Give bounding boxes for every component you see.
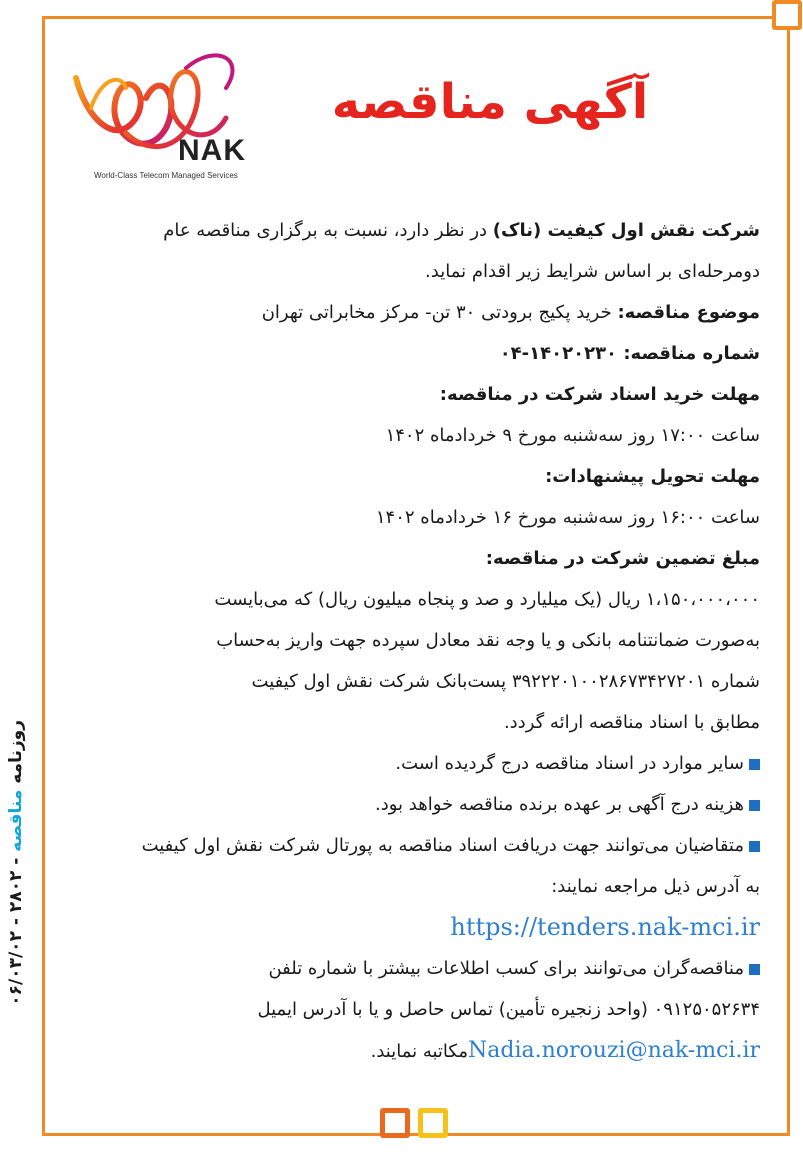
note-2 bbox=[70, 784, 760, 825]
delivery-deadline-value: ساعت ۱۶:۰۰ روز سه‌شنبه مورخ ۱۶ خردادماه ۱۴۰۲ bbox=[375, 507, 760, 528]
logo-brand-text: NAK bbox=[178, 134, 246, 167]
note-3-text: متقاضیان می‌توانند جهت دریافت اسناد مناقصه به پورتال شرکت نقش اول کیفیت bbox=[141, 835, 744, 856]
guarantee-label: مبلغ تضمین شرکت در مناقصه: bbox=[485, 548, 760, 569]
guarantee-line-2: به‌صورت ضمانتنامه بانکی و یا وجه نقد معادل سپرده جهت واریز به‌حساب bbox=[216, 630, 760, 651]
note-1 bbox=[70, 743, 760, 784]
note-1-text: سایر موارد در اسناد مناقصه درج گردیده است. bbox=[395, 753, 744, 774]
note-4-line-3 bbox=[70, 1030, 760, 1071]
purchase-deadline-value: ساعت ۱۷:۰۰ روز سه‌شنبه مورخ ۹ خردادماه ۱۴۰۲ bbox=[385, 425, 760, 446]
bullet-icon bbox=[749, 841, 760, 852]
notice-body bbox=[70, 210, 760, 1071]
email-link[interactable]: Nadia.norouzi@nak-mci.ir bbox=[468, 1038, 760, 1063]
note-4-ending: مکاتبه نمایند. bbox=[370, 1041, 468, 1062]
bullet-icon bbox=[749, 800, 760, 811]
bullet-icon bbox=[749, 759, 760, 770]
intro-line-2: دومرحله‌ای بر اساس شرایط زیر اقدام نماید. bbox=[425, 261, 760, 282]
page-title: آگهی مناقصه bbox=[331, 74, 649, 130]
note-2-text: هزینه درج آگهی بر عهده برنده مناقصه خواهد بود. bbox=[374, 794, 744, 815]
subject-value: خرید پکیج برودتی ۳۰ تن- مرکز مخابراتی تهران bbox=[261, 302, 618, 323]
number-label: شماره مناقصه: bbox=[623, 343, 760, 364]
bottom-squares-decoration bbox=[380, 1108, 448, 1138]
newspaper-name: روزنامه bbox=[6, 720, 26, 790]
tenders-url-link[interactable]: https://tenders.nak-mci.ir bbox=[450, 913, 760, 941]
number-line bbox=[70, 333, 760, 374]
number-value: ۱۴۰۲۰۲۳۰-۰۴ bbox=[499, 343, 624, 364]
newspaper-issue: - ۲۸۰۲ - ۰۶/۰۳/۰۲ bbox=[6, 851, 26, 1006]
bullet-icon bbox=[749, 964, 760, 975]
guarantee-line-4: مطابق با اسناد مناقصه ارائه گردد. bbox=[503, 712, 760, 733]
newspaper-brand: مناقصه bbox=[6, 789, 26, 852]
note-4 bbox=[70, 948, 760, 989]
newspaper-credit bbox=[6, 720, 40, 1006]
purchase-deadline-label: مهلت خرید اسناد شرکت در مناقصه: bbox=[439, 384, 760, 405]
guarantee-line-1: ۱،۱۵۰،۰۰۰،۰۰۰ ریال (یک میلیارد و صد و پنجاه میلیون ریال) که می‌بایست bbox=[214, 589, 760, 610]
intro-company: شرکت نقش اول کیفیت (ناک) bbox=[492, 220, 760, 241]
yellow-square bbox=[418, 1108, 448, 1138]
subject-label: موضوع مناقصه: bbox=[617, 302, 760, 323]
note-4-text: مناقصه‌گران می‌توانند برای کسب اطلاعات بیشتر با شماره تلفن bbox=[268, 958, 744, 979]
note-3 bbox=[70, 825, 760, 866]
logo-tagline: World-Class Telecom Managed Services bbox=[94, 171, 238, 180]
orange-square bbox=[380, 1108, 410, 1138]
intro-line-1 bbox=[70, 210, 760, 251]
corner-square-decoration bbox=[772, 0, 802, 30]
intro-rest: در نظر دارد، نسبت به برگزاری مناقصه عام bbox=[163, 220, 493, 241]
delivery-deadline-label: مهلت تحویل پیشنهادات: bbox=[545, 466, 760, 487]
guarantee-line-3: شماره ۳۹۲۲۲۰۱۰۰۲۸۶۷۳۴۲۷۲۰۱ پست‌بانک شرکت نقش اول کیفیت bbox=[251, 671, 760, 692]
note-4-line-2: ۰۹۱۲۵۰۵۲۶۳۴ (واحد زنجیره تأمین) تماس حاصل و یا با آدرس ایمیل bbox=[257, 999, 760, 1020]
subject-line bbox=[70, 292, 760, 333]
note-3-line-2: به آدرس ذیل مراجعه نمایند: bbox=[551, 876, 760, 897]
